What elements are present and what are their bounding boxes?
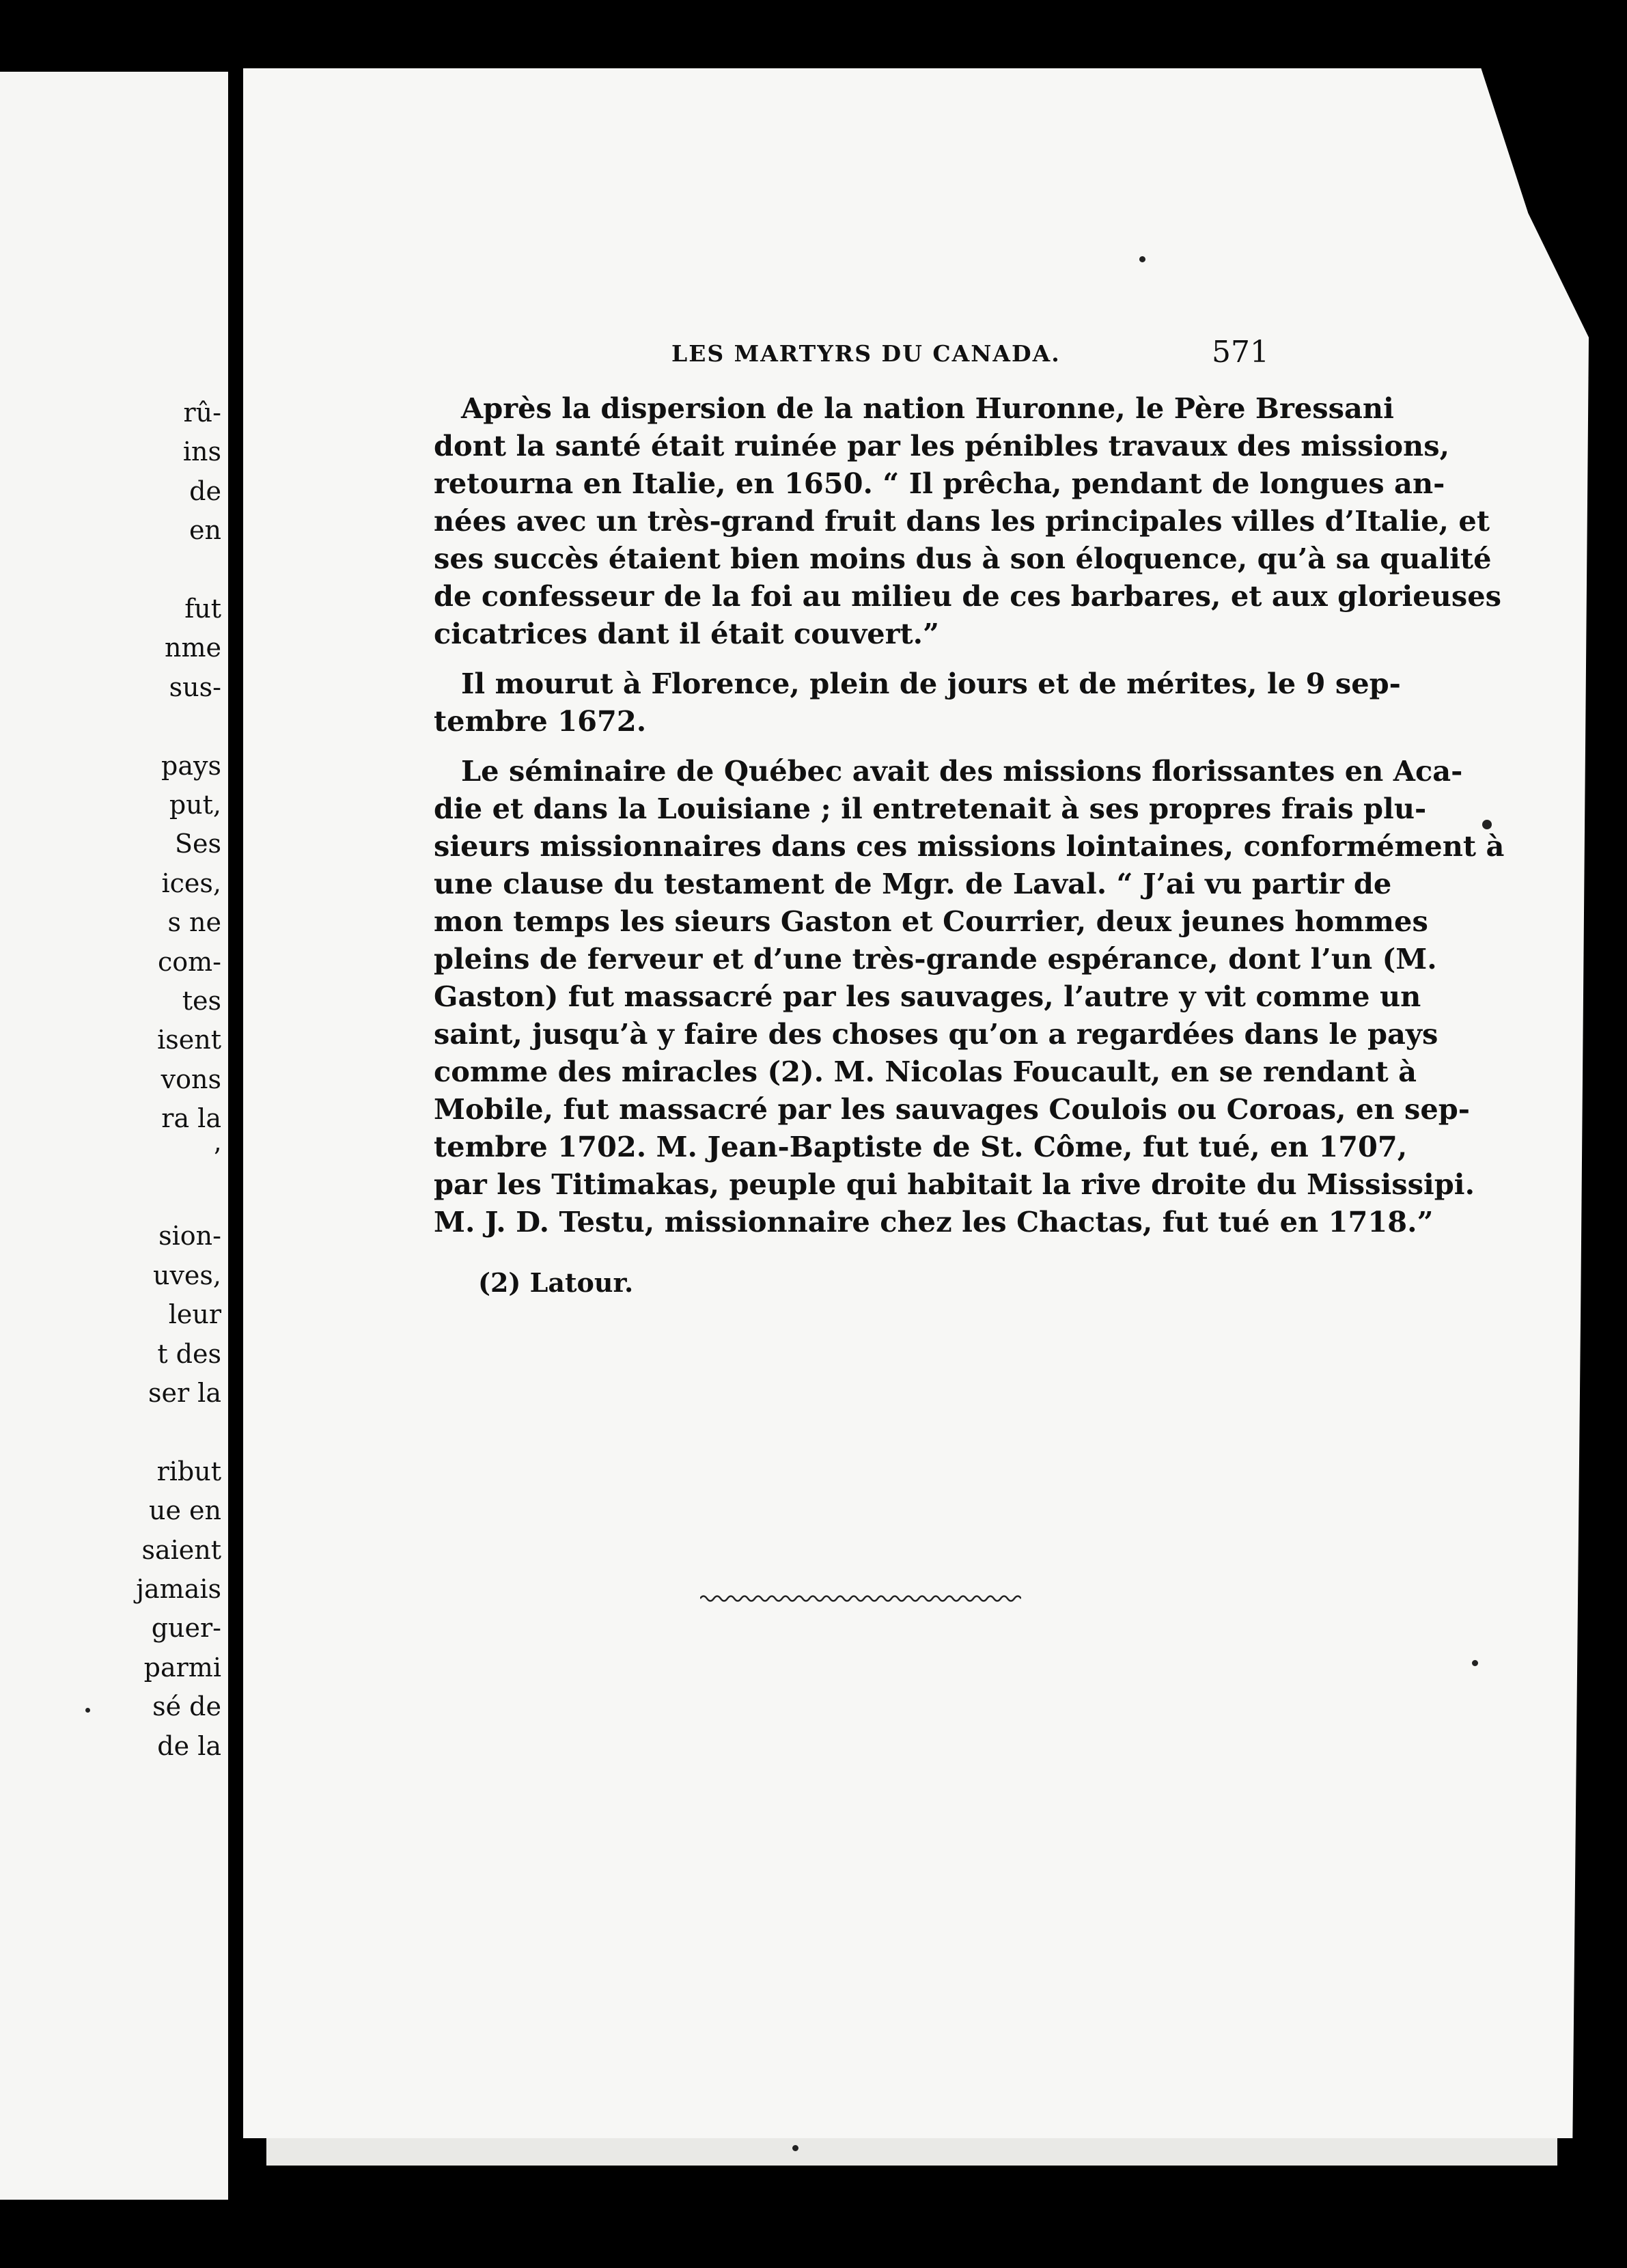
page-header xyxy=(671,335,1269,370)
text-line: Le séminaire de Québec avait des missions florissantes en Aca- xyxy=(461,754,1463,788)
left-page-fragment: vons xyxy=(161,1064,221,1094)
text-line: Après la dispersion de la nation Huronne, le Père Bressani xyxy=(461,391,1394,425)
left-page-fragment: sé de xyxy=(152,1691,221,1722)
text-line: dont la santé était ruinée par les pénibles travaux des missions, xyxy=(434,429,1450,462)
left-page-fragment: saient xyxy=(141,1534,221,1565)
text-line: comme des miracles (2). M. Nicolas Foucault, en se rendant à xyxy=(434,1055,1417,1088)
left-page-fragment: rû- xyxy=(183,398,221,428)
text-line: pleins de ferveur et d’une très-grande espérance, dont l’un (M. xyxy=(434,942,1437,976)
left-page-fragment: com- xyxy=(157,946,221,977)
body-text xyxy=(434,389,1505,1241)
text-line: die et dans la Louisiane ; il entretenait à ses propres frais plu- xyxy=(434,792,1427,825)
text-line: M. J. D. Testu, missionnaire chez les Chactas, fut tué en 1718.” xyxy=(434,1205,1434,1239)
text-line: par les Titimakas, peuple qui habitait la rive droite du Mississipi. xyxy=(434,1167,1475,1201)
left-page-fragment: ’ xyxy=(212,1142,221,1173)
text-line: retourna en Italie, en 1650. “ Il prêcha, pendant de longues an- xyxy=(434,467,1445,500)
left-page-fragment: nme xyxy=(165,633,221,663)
left-page-fragment: ribut xyxy=(156,1456,221,1486)
left-page-fragment: put, xyxy=(169,790,221,820)
left-page-fragment: ices, xyxy=(161,868,221,898)
left-page-fragment: parmi xyxy=(143,1652,221,1683)
text-line: de confesseur de la foi au milieu de ces barbares, et aux glorieuses xyxy=(434,579,1501,613)
footnote: (2) Latour. xyxy=(478,1267,634,1298)
left-page-fragment: leur xyxy=(168,1299,221,1330)
left-page-fragment: uves, xyxy=(152,1260,221,1290)
left-page-fragment: sus- xyxy=(169,672,221,702)
text-line: Gaston) fut massacré par les sauvages, l’autre y vit comme un xyxy=(434,980,1421,1013)
left-page-fragment: isent xyxy=(157,1025,221,1055)
ink-speck xyxy=(85,1708,90,1713)
left-page-fragment: guer- xyxy=(151,1613,221,1644)
left-page-fragment: s ne xyxy=(167,907,221,938)
text-line: tembre 1672. xyxy=(434,704,647,738)
left-page-fragment: tes xyxy=(182,986,221,1016)
left-page-fragment: ins xyxy=(182,437,221,467)
text-line: mon temps les sieurs Gaston et Courrier, deux jeunes hommes xyxy=(434,904,1428,938)
left-page-fragment: sion- xyxy=(158,1221,221,1251)
text-line: sieurs missionnaires dans ces missions lointaines, conformément à xyxy=(434,829,1505,863)
text-line: tembre 1702. M. Jean-Baptiste de St. Côme, fut tué, en 1707, xyxy=(434,1130,1408,1163)
left-page-fragment: t des xyxy=(157,1338,221,1369)
left-page-fragment: de xyxy=(189,475,221,506)
text-line: cicatrices dant il était couvert.” xyxy=(434,617,939,650)
ink-speck xyxy=(1482,820,1492,829)
book-gutter xyxy=(228,65,243,2207)
left-facing-page xyxy=(0,72,228,2200)
left-page-fragment: ue en xyxy=(148,1495,221,1526)
text-line: Il mourut à Florence, plein de jours et de mérites, le 9 sep- xyxy=(461,667,1401,700)
text-line: ses succès étaient bien moins dus à son éloquence, qu’à sa qualité xyxy=(434,542,1492,575)
left-page-fragment: Ses xyxy=(174,829,221,859)
text-line: une clause du testament de Mgr. de Laval. “ J’ai vu partir de xyxy=(434,867,1392,900)
page-bottom-edge xyxy=(266,2138,1557,2166)
left-page-fragment: jamais xyxy=(136,1574,221,1604)
left-page-fragment: ser la xyxy=(148,1378,221,1408)
left-page-fragment: ra la xyxy=(161,1103,221,1134)
text-line: nées avec un très-grand fruit dans les principales villes d’Italie, et xyxy=(434,504,1490,538)
running-title: LES MARTYRS DU CANADA. xyxy=(671,340,1061,367)
page-number: 571 xyxy=(1212,335,1269,370)
ink-speck xyxy=(1139,256,1145,262)
ornamental-rule xyxy=(700,1592,1021,1605)
left-page-fragment: fut xyxy=(184,594,221,624)
ink-speck xyxy=(1472,1660,1478,1666)
text-line: saint, jusqu’à y faire des choses qu’on a regardées dans le pays xyxy=(434,1017,1438,1051)
left-page-fragment: en xyxy=(189,515,221,546)
ink-speck xyxy=(792,2145,798,2151)
left-page-fragment: pays xyxy=(161,750,221,781)
text-line: Mobile, fut massacré par les sauvages Coulois ou Coroas, en sep- xyxy=(434,1092,1471,1126)
left-page-fragment: de la xyxy=(157,1730,221,1761)
